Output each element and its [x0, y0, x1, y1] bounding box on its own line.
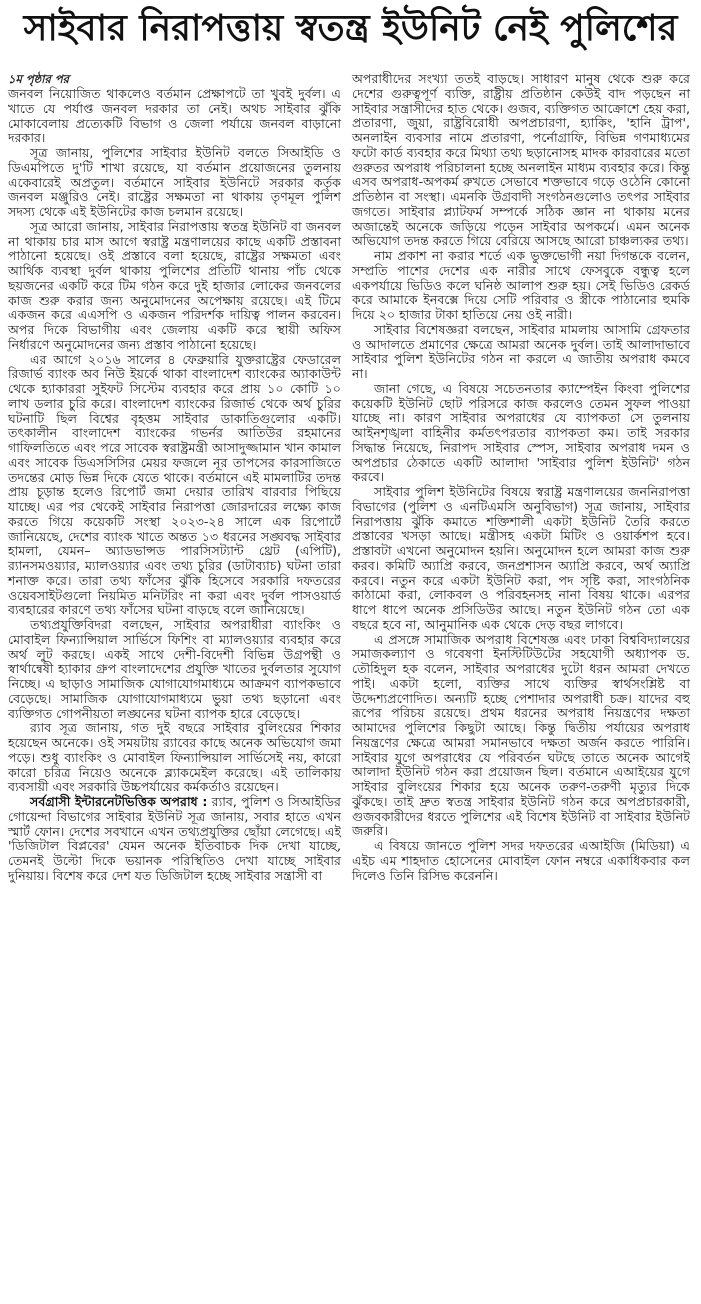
paragraph: জনবল নিয়োজিত থাকলেও বর্তমান প্রেক্ষাপটে তা খুবই দুর্বল। এ খাতে যে পর্যাপ্ত জনবল দরকার তা নেই। অথচ সাইবার ঝুঁকি মোকাবেলায় প্রত্যেকটি বিভাগ ও জেলা পর্যায়ে জনবল বাড়ানো দরকার। — [8, 86, 341, 146]
article-column-left — [8, 72, 341, 884]
paragraph: এ বিষয়ে জানতে পুলিশ সদর দফতরের এআইজি (মিডিয়া) এ এইচ এম শাহদাত হোসেনের মোবাইল ফোন নম্বরে একাধিকবার কল দিলেও তিনি রিসিভ করেননি। — [352, 838, 690, 883]
headline: সাইবার নিরাপত্তায় স্বতন্ত্র ইউনিট নেই পুলিশের — [23, 8, 678, 49]
paragraph: সাইবার বিশেষজ্ঞরা বলছেন, সাইবার মামলায় আসামি গ্রেফতার ও আদালতে প্রমাণের ক্ষেত্রে আমরা অনেক দুর্বল। তাই আলাদাভাবে সাইবার পুলিশ ইউনিটের গঠন না করলে এ জাতীয় অপরাধ কমবে না। — [352, 321, 690, 381]
paragraph: সূত্র জানায়, পুলিশের সাইবার ইউনিট বলতে সিআইডি ও ডিএমপিতে দু'টি শাখা রয়েছে, যা বর্তমান প্রয়োজনের তুলনায় একেবারেই অপ্রতুল। বর্তমানে সাইবার ইউনিটে সরকার কর্তৃক জনবল মঞ্জুরিও নেই। রাষ্ট্রের সক্ষমতা না থাকায় তৃণমূল পুলিশ সদস্য থেকে এই ইউনিটের কাজ চলমান রয়েছে। — [8, 145, 341, 219]
paragraph: সাইবার পুলিশ ইউনিটের বিষয়ে স্বরাষ্ট্র মন্ত্রণালয়ের জননিরাপত্তা বিভাগের (পুলিশ ও এনটিএমসি অনুবিভাগ) সূত্র জানায়, সাইবার নিরাপত্তায় ঝুঁকি কমাতে শক্তিশালী একটা ইউনিট তৈরি করতে প্রস্তাবের খসড়া আছে। মন্ত্রীসহ একটা মিটিং ও ওয়ার্কশপ হবে। প্রস্তাবটা এখনো অনুমোদন হয়নি। অনুমোদন হলে আমরা কাজ শুরু করব। কমিটি অ্যাপ্রি করবে, জনপ্রশাসন অ্যাপ্রি করবে, অর্থ অ্যাপ্রি করবে। নতুন করে একটা ইউনিট করা, পদ সৃষ্টি করা, সাংগঠনিক কাঠামো করা, লোকবল ও পরিবহনসহ নানা বিষয় থাকে। এরপর ধাপে ধাপে অনেক প্রসিডিউর আছে। নতুন ইউনিট গঠন তো এক বছরে হবে না, আনুমানিক এক থেকে দেড় বছর লাগবে। — [352, 484, 690, 632]
paragraph: র‍্যাব সূত্র জানায়, গত দুই বছরে সাইবার বুলিংয়ের শিকার হয়েছেন অনেকে। ওই সময়টায় র‍্যাবের কাছে অনেক অভিযোগ জমা পড়ে। শুধু ব্যাংকিং ও মোবাইল ফিন্যান্সিয়াল সার্ভিসেই নয়, কারো কারো চরিত্র নিয়েও অনেকে ব্ল্যাকমেইল করেছে। এই তালিকায় ব্যবসায়ী এবং সরকারি উচ্চপর্যায়ের কর্মকর্তাও রয়েছেন। — [8, 720, 341, 795]
paragraph: এর আগে ২০১৬ সালের ৪ ফেব্রুয়ারি যুক্তরাষ্ট্রের ফেডারেল রিজার্ভ ব্যাংক অব নিউ ইয়র্কে থাকা বাংলাদেশ ব্যাংকের অ্যাকাউন্ট থেকে হ্যাকাররা সুইফট সিস্টেম ব্যবহার করে প্রায় ১০ কোটি ১০ লাখ ডলার চুরি করে। বাংলাদেশ ব্যাংকের রিজার্ভ থেকে অর্থ চুরির ঘটনাটি ছিল বিশ্বের বৃহত্তম সাইবার ডাকাতিগুলোর একটি। তৎকালীন বাংলাদেশ ব্যাংকের গভর্নর আতিউর রহমানের গাফিলতিতে এবং পরে সাবেক স্বরাষ্ট্রমন্ত্রী আসাদুজ্জামান খান কামাল এবং সাবেক ডিএসসিসির মেয়র ফজলে নূর তাপসের কারসাজিতে তদন্তের মোড় ভিন্ন দিকে যেতে থাকে। বর্তমানে এই মামলাটির তদন্ত প্রায় চূড়ান্ত হলেও রিপোর্ট জমা দেয়ার তারিখ বারবার পিছিয়ে যাচ্ছে। এর পর থেকেই সাইবার নিরাপত্তা জোরদারের লক্ষ্যে কাজ করতে গিয়ে কয়েকটি সংস্থা ২০২৩-২৪ সালে এক রিপোর্টে জানিয়েছে, দেশের ব্যাংক খাতে অন্তত ১৩ ধরনের সঙ্ঘবদ্ধ সাইবার হামলা, যেমন– অ্যাডভান্সড পারসিসট্যান্ট থ্রেট (এপিটি), র‍্যানসমওয়্যার, ম্যালওয়্যার এবং তথ্য চুরির (ডাটাব্যাচ) ঘটনা তারা শনাক্ত করে। তারা তথ্য ফাঁসের ঝুঁকি হিসেবে সরকারি দফতরের ওয়েবসাইটগুলো নিয়মিত মনিটরিং না করা এবং দুর্বল পাসওয়ার্ড ব্যবহারের কারণে তথ্য ফাঁসের ঘটনা বাড়ছে বলে জানিয়েছে। — [8, 351, 341, 618]
subhead: সর্বগ্রাসী ইন্টারনেটভিত্তিক অপরাধ : — [30, 794, 208, 809]
paragraph-text: র‍্যাব, পুলিশ ও সিআইডির গোয়েন্দা বিভাগের সাইবার ইউনিট সূত্র জানায়, সবার হাতে এখন স্মার্ট ফোন। দেশের সবখানে এখন তথ্যপ্রযুক্তির ছোঁয়া লেগেছে। এই 'ডিজিটাল বিপ্লবের' যেমন অনেক ইতিবাচক দিক দেখা যাচ্ছে, তেমনই উল্টো দিকে ভয়ানক পরিস্থিতিও দেখা যাচ্ছে সাইবার দুনিয়ায়। বিশেষ করে দেশ যত ডিজিটাল হচ্ছে সাইবার সন্ত্রাসী বা — [8, 794, 341, 883]
paragraph-with-subhead — [8, 795, 341, 884]
paragraph: সূত্র আরো জানায়, সাইবার নিরাপত্তায় স্বতন্ত্র ইউনিট বা জনবল না থাকায় চার মাস আগে স্বরাষ্ট্র মন্ত্রণালয়ের কাছে একটি প্রস্তাবনা পাঠানো হয়েছে। ওই প্রস্তাবে বলা হয়েছে, রাষ্ট্রের সক্ষমতা এবং আর্থিক ব্যবস্থা দুর্বল থাকায় পুলিশের প্রতিটি থানায় পাঁচ থেকে ছয়জনের একটি করে টিম গঠন করে দুই হাজার লোকের জনবলের কাজ শুরু করার জন্য অনুমোদনের অপেক্ষায় রয়েছে। এই টিমে একজন করে এএসপি ও একজন পরিদর্শক দায়িত্ব পালন করবেন। অপর দিকে বিভাগীয় এবং জেলায় একটি করে স্থায়ী অফিস নির্ধারণে অনুমোদনের জন্য প্রস্তাব পাঠানো হয়েছে। — [8, 218, 341, 352]
paragraph: অপরাধীদের সংখ্যা ততই বাড়ছে। সাধারণ মানুষ থেকে শুরু করে দেশের গুরুত্বপূর্ণ ব্যক্তি, রাষ্ট্রীয় প্রতিষ্ঠান কেউই বাদ পড়ছেন না সাইবার সন্ত্রাসীদের হাত থেকে। গুজব, ব্যক্তিগত আক্রোশে হেয় করা, প্রতারণা, জুয়া, রাষ্ট্রবিরোধী অপপ্রচারণা, হ্যাকিং, 'হানি ট্রাপ', অনলাইন ব্যবসার নামে প্রতারণা, পর্নোগ্রাফি, বিভিন্ন গণমাধ্যমের ফটো কার্ড ব্যবহার করে মিথ্যা তথ্য ছড়ানোসহ মাদক কারবারের মতো গুরুতর অপরাধ পরিচালনা হচ্ছে অনলাইন মাধ্যম ব্যবহার করে। কিন্তু এসব অপরাধ-অপকর্ম রুখতে সেভাবে শক্তভাবে গড়ে ওঠেনি কোনো প্রতিষ্ঠান বা সংস্থা। এমনকি উগ্রবাদী সংগঠনগুলোও তৎপর সাইবার জগতে। সাইবার প্ল্যাটফর্ম সম্পর্কে সঠিক জ্ঞান না থাকায় মনের অজান্তেই অনেকে জড়িয়ে পড়েন সাইবার অপকর্মে। এমন অনেক অভিযোগ তদন্ত করতে গিয়ে বেরিয়ে আসছে আরো চাঞ্চল্যকর তথ্য। — [352, 71, 690, 249]
paragraph: এ প্রসঙ্গে সামাজিক অপরাধ বিশেষজ্ঞ এবং ঢাকা বিশ্ববিদ্যালয়ের সমাজকল্যাণ ও গবেষণা ইনস্টিটিউটের সহযোগী অধ্যাপক ড. তৌহিদুল হক বলেন, সাইবার অপরাধের দুটো ধরন আমরা দেখতে পাই। একটা হলো, ব্যক্তির সাথে ব্যক্তির স্বার্থসংশ্লিষ্ট বা উদ্দেশ্যপ্রণোদিত। অন্যটি হচ্ছে পেশাদার অপরাধী চক্র। যাদের বহু রূপের পরিচয় রয়েছে। প্রথম ধরনের অপরাধ নিয়ন্ত্রণের দক্ষতা আমাদের পুলিশের কিছুটা আছে। কিন্তু দ্বিতীয় পর্যায়ের অপরাধ নিয়ন্ত্রণের ক্ষেত্রে আমরা সমানভাবে দক্ষতা অর্জন করতে পারিনি। সাইবার যুগে অপরাধের যে পরিবর্তন ঘটছে তাতে অনেক আগেই আলাদা ইউনিট গঠন করা প্রয়োজন ছিল। বর্তমানে এআইয়ের যুগে সাইবার বুলিংয়ের শিকার হয়ে অনেক তরুণ-তরুণী মৃত্যুর দিকে ঝুঁকছে। তাই দ্রুত স্বতন্ত্র সাইবার ইউনিট গঠন করে অপপ্রচারকারী, গুজবকারীদের ধরতে পুলিশের এই বিশেষ ইউনিট বা সাইবার ইউনিট জরুরি। — [352, 631, 690, 839]
paragraph: জানা গেছে, এ বিষয়ে সচেতনতার ক্যাম্পেইন কিংবা পুলিশের কয়েকটি ইউনিট ছোট পরিসরে কাজ করলেও তেমন সুফল পাওয়া যাচ্ছে না। কারণ সাইবার অপরাধের যে ব্যাপকতা সে তুলনায় আইনশৃঙ্খলা বাহিনীর কর্মতৎপরতার ব্যাপকতা কম। তাই সরকার সিদ্ধান্ত নিয়েছে, নিরাপদ সাইবার স্পেস, সাইবার অপরাধ দমন ও অপপ্রচার ঠেকাতে একটি আলাদা 'সাইবার পুলিশ ইউনিট' গঠন করবে। — [352, 380, 690, 485]
paragraph: তথ্যপ্রযুক্তিবিদরা বলছেন, সাইবার অপরাধীরা ব্যাংকিং ও মোবাইল ফিন্যান্সিয়াল সার্ভিসে ফিশিং বা ম্যালওয়্যার ব্যবহার করে অর্থ লুট করছে। একই সাথে দেশী-বিদেশী বিভিন্ন উগ্রপন্থী ও স্বার্থান্বেষী হ্যাকার গ্রুপ বাংলাদেশের প্রযুক্তি খাতের দুর্বলতার সুযোগ নিচ্ছে। এ ছাড়াও সামাজিক যোগাযোগমাধ্যমে আক্রমণ ব্যাপকভাবে বেড়েছে। সামাজিক যোগাযোগমাধ্যমে ভুয়া তথ্য ছড়ানো এবং ব্যক্তিগত গোপনীয়তা লঙ্ঘনের ঘটনা ব্যাপক হারে বেড়েছে। — [8, 617, 341, 721]
continued-from-label: ১ম পৃষ্ঠার পর — [8, 72, 69, 86]
paragraph: নাম প্রকাশ না করার শর্তে এক ভুক্তভোগী নয়া দিগন্তকে বলেন, সম্প্রতি পাশের দেশের এক নারীর সাথে ফেসবুকে বন্ধুত্ব হলে একপর্যায়ে ভিডিও কলে ঘনিষ্ঠ আলাপ শুরু হয়। সেই ভিডিও রেকর্ড করে আমাকে ইনবক্সে দিয়ে সেটি পরিবার ও স্ত্রীকে পাঠানোর হুমকি দিয়ে ২০ হাজার টাকা হাতিয়ে নেয় ওই নারী। — [352, 248, 690, 322]
article-column-right — [352, 72, 690, 883]
